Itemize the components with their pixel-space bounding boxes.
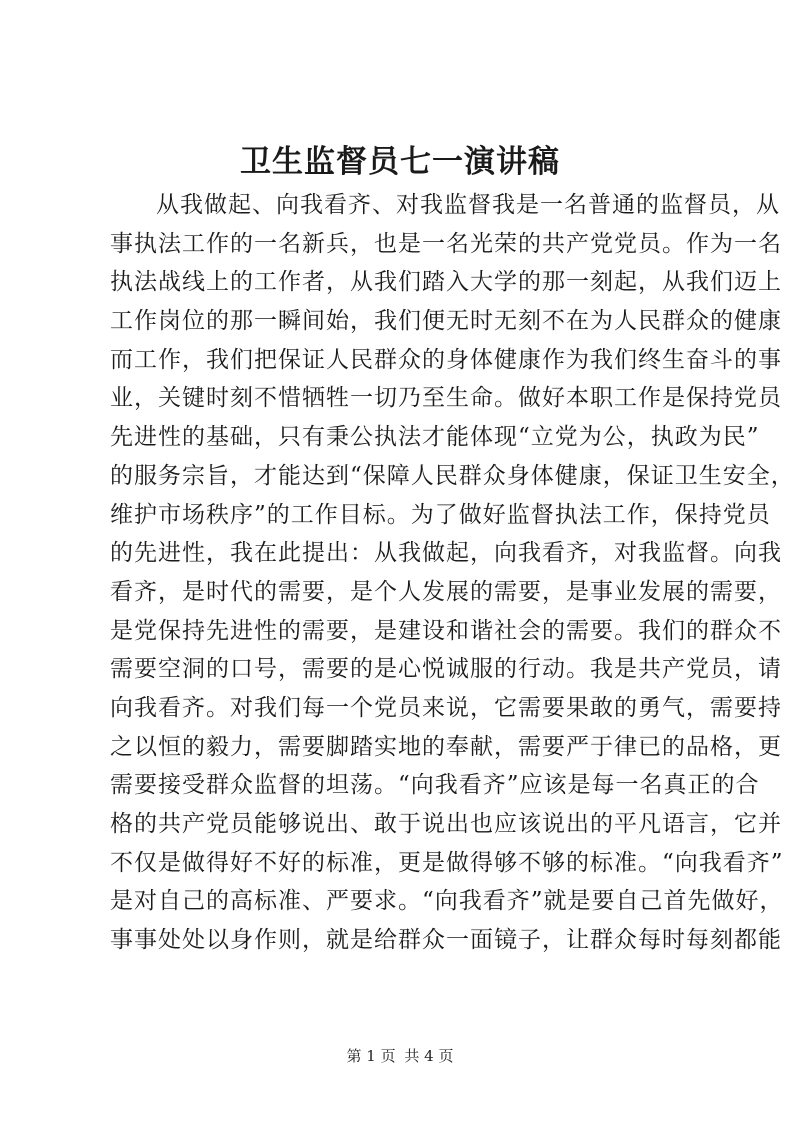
- paragraph-line: 的服务宗旨，才能达到“保障人民群众身体健康，保证卫生安全，: [110, 462, 795, 489]
- paragraph-line: 从我做起、向我看齐、对我监督我是一名普通的监督员，从: [156, 192, 780, 218]
- paragraph-line: 工作岗位的那一瞬间始，我们便无时无刻不在为人民群众的健康: [110, 308, 782, 335]
- paragraph-line: 是对自己的高标准、严要求。“向我看齐”就是要自己首先做好，: [110, 888, 784, 915]
- paragraph-line: 先进性的基础，只有秉公执法才能体现“立党为公，执政为民”: [110, 424, 760, 451]
- paragraph-line: 的先进性，我在此提出：从我做起，向我看齐，对我监督。向我: [110, 540, 782, 567]
- paragraph-line: 之以恒的毅力，需要脚踏实地的奉献，需要严于律已的品格，更: [110, 733, 782, 760]
- paragraph-line: 维护市场秩序”的工作目标。为了做好监督执法工作，保持党员: [110, 501, 771, 528]
- paragraph-line: 向我看齐。对我们每一个党员来说，它需要果敢的勇气，需要持: [110, 694, 782, 721]
- paragraph-line: 需要空洞的口号，需要的是心悦诚服的行动。我是共产党员，请: [110, 656, 782, 683]
- paragraph-line: 不仅是做得好不好的标准，更是做得够不够的标准。“向我看齐”: [110, 849, 784, 876]
- paragraph-line: 执法战线上的工作者，从我们踏入大学的那一刻起，从我们迈上: [110, 269, 782, 296]
- paragraph-line: 事执法工作的一名新兵，也是一名光荣的共产党党员。作为一名: [110, 230, 782, 257]
- document-body: [110, 186, 795, 960]
- page-footer: [0, 1046, 800, 1066]
- paragraph-line: 业，关键时刻不惜牺牲一切乃至生命。做好本职工作是保持党员: [110, 385, 782, 412]
- page-total: 共 4 页: [404, 1047, 454, 1065]
- paragraph-line: 而工作，我们把保证人民群众的身体健康作为我们终生奋斗的事: [110, 346, 782, 373]
- paragraph-line: 是党保持先进性的需要，是建设和谐社会的需要。我们的群众不: [110, 617, 782, 644]
- paragraph-line: 需要接受群众监督的坦荡。“向我看齐”应该是每一名真正的合: [110, 772, 760, 799]
- paragraph-line: 格的共产党员能够说出、敢于说出也应该说出的平凡语言，它并: [110, 811, 782, 837]
- page-number: 第 1 页: [346, 1047, 396, 1065]
- paragraph-line: 事事处处以身作则，就是给群众一面镜子，让群众每时每刻都能: [110, 927, 782, 954]
- paragraph-line: 看齐，是时代的需要，是个人发展的需要，是事业发展的需要，: [110, 578, 782, 605]
- page-title: 卫生监督员七一演讲稿: [240, 144, 560, 180]
